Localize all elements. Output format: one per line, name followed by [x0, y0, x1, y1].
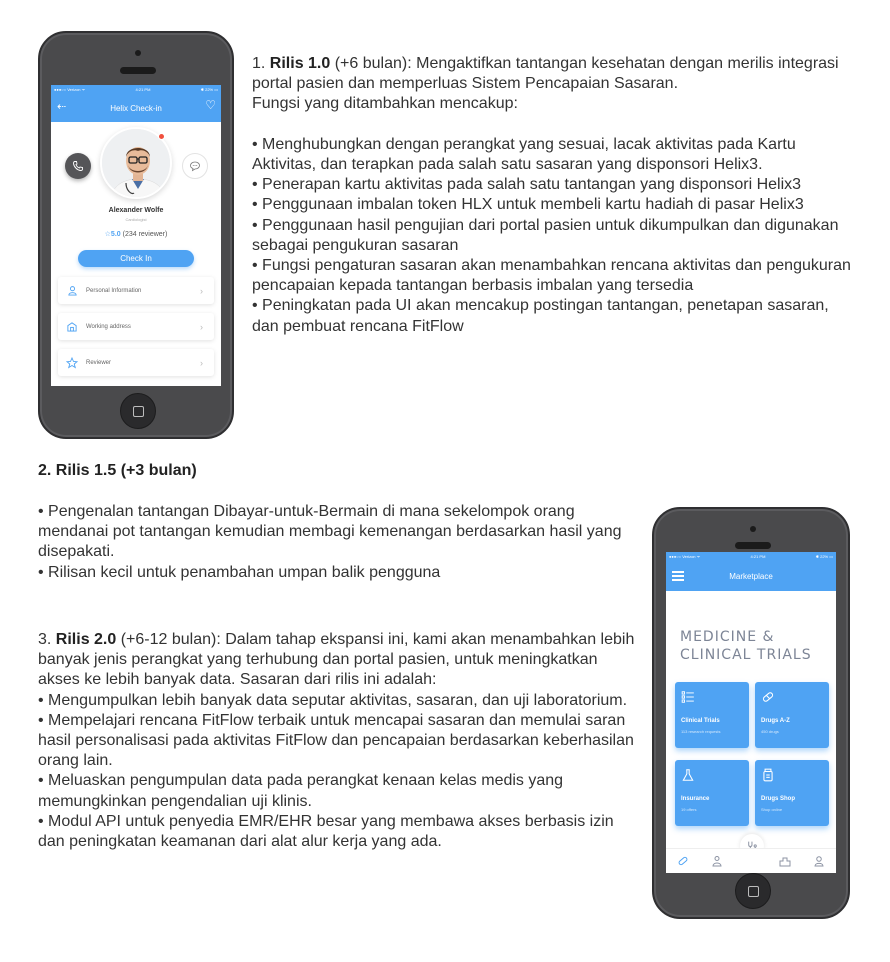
- card-insurance[interactable]: [675, 760, 749, 826]
- release-description: (+6 bulan): Mengaktifkan tantangan kesehatan dengan merilis integrasi portal pasien dan memperluas Sistem Pencapaian Sasaran.: [252, 55, 839, 93]
- menu-item-label: Personal Information: [86, 287, 142, 294]
- back-arrow-icon[interactable]: ⇠: [57, 101, 67, 113]
- front-camera: [750, 526, 756, 532]
- status-battery: ✱ 22% ▭: [200, 87, 218, 92]
- card-subtitle: Shop online: [761, 807, 783, 812]
- release-1-5-heading: 2. Rilis 1.5 (+3 bulan): [38, 462, 197, 479]
- chat-bubble-icon: [189, 160, 201, 172]
- card-clinical-trials[interactable]: [675, 682, 749, 748]
- home-button[interactable]: [120, 393, 156, 429]
- heart-icon[interactable]: ♡: [205, 98, 216, 112]
- notification-dot: [158, 133, 165, 140]
- bullet-item: • Penerapan kartu aktivitas pada salah satu tantangan yang disponsori Helix3: [252, 176, 802, 194]
- pill-icon: [761, 690, 775, 704]
- app-bar: [51, 94, 221, 122]
- bottom-navigation: [666, 848, 836, 873]
- flask-icon: [681, 768, 695, 782]
- release-title: Rilis 1.0: [269, 55, 331, 72]
- message-button[interactable]: [182, 153, 208, 179]
- status-bar: [666, 552, 836, 561]
- menu-item-label: Working address: [86, 323, 131, 330]
- functions-heading: Fungsi yang ditambahkan mencakup:: [252, 95, 518, 113]
- header: [51, 85, 221, 122]
- status-time: 4:21 PM: [750, 554, 766, 559]
- bullet-item: • Pengenalan tantangan Dibayar-untuk-Bermain di mana sekelompok orang mendanai pot tantangan kemudian membagi kemenangan berdasarkan hasil yang disepakati.: [38, 503, 622, 561]
- chevron-right-icon: ›: [200, 357, 203, 368]
- earpiece-speaker: [120, 67, 156, 74]
- status-battery: ✱ 22% ▭: [815, 554, 833, 559]
- doctor-name: Alexander Wolfe: [108, 207, 164, 214]
- status-carrier: ●●●○○ Verizon ᯤ: [54, 86, 86, 92]
- card-title: Insurance: [681, 796, 710, 802]
- status-time: 4:21 PM: [135, 87, 151, 92]
- section-number: 3.: [38, 631, 56, 648]
- list-icon: [681, 690, 695, 704]
- check-in-button[interactable]: Check In: [78, 250, 194, 267]
- rating-score: 5.0: [110, 231, 121, 238]
- bullet-item: • Meluaskan pengumpulan data pada perangkat kenaan kelas medis yang memungkinkan pengendalian uji klinis.: [38, 772, 564, 810]
- nav-doctor-icon[interactable]: [710, 854, 724, 868]
- bullet-item: • Penggunaan hasil pengujian dari portal pasien untuk dikumpulkan dan digunakan sebagai pengukuran sasaran: [252, 216, 839, 254]
- person-icon: [58, 285, 86, 296]
- menu-item-label: Reviewer: [86, 359, 112, 366]
- status-carrier: ●●●○○ Verizon ᯤ: [669, 553, 701, 559]
- star-outline-icon: [58, 357, 86, 369]
- nav-pill-icon[interactable]: [676, 854, 690, 868]
- release-1-5-section: [38, 502, 628, 583]
- phone-mockup-marketplace: [652, 507, 850, 919]
- bullet-item: • Fungsi pengaturan sasaran akan menambahkan rencana aktivitas dan pengukuran pencapaian kepada tantangan berbasis imbalan yang tersedia: [252, 257, 851, 295]
- card-title: Drugs A-Z: [761, 718, 790, 724]
- rating: [51, 230, 221, 238]
- card-drugs-a-z[interactable]: [755, 682, 829, 748]
- bullet-item: • Mengumpulkan lebih banyak data seputar aktivitas, sasaran, dan uji laboratorium.: [38, 691, 628, 709]
- phone-icon: [72, 160, 84, 172]
- bullet-item: • Mempelajari rencana FitFlow terbaik untuk mencapai sasaran dan memulai saran hasil personalisasi pada aktivitas FitFlow dan pencapaian berdasarkan keberhasilan orang lain.: [38, 711, 634, 770]
- heading-line: MEDICINE &: [680, 629, 775, 645]
- home-square-icon: [748, 886, 759, 897]
- building-icon: [58, 321, 86, 332]
- menu-item-working-address[interactable]: [58, 313, 214, 340]
- release-1-0-section: [252, 54, 852, 337]
- chevron-right-icon: ›: [200, 285, 203, 296]
- marketplace-screen: [666, 552, 836, 873]
- release-description: (+6-12 bulan): Dalam tahap ekspansi ini, kami akan menambahkan lebih banyak jenis perangkat yang terhubung dan portal pasien, untuk meningkatkan akses ke lebih banyak data. Sasaran dari rilis ini adalah:: [38, 631, 635, 689]
- call-button[interactable]: [65, 153, 91, 179]
- menu-item-personal-information[interactable]: [58, 277, 214, 304]
- bottle-icon: [761, 768, 775, 782]
- release-1-0-intro: [252, 54, 852, 94]
- home-square-icon: [133, 406, 144, 417]
- card-subtitle: 19 offers: [681, 807, 697, 812]
- card-drugs-shop[interactable]: [755, 760, 829, 826]
- marketplace-heading: [680, 628, 812, 664]
- status-bar: [51, 85, 221, 94]
- card-subtitle: 450 drugs: [761, 729, 779, 734]
- rating-count: (234 reviewer): [122, 231, 168, 238]
- front-camera: [135, 50, 141, 56]
- home-button[interactable]: [735, 873, 771, 909]
- header: [666, 552, 836, 591]
- release-2-0-section: [38, 630, 638, 852]
- bullet-item: • Rilisan kecil untuk penambahan umpan balik pengguna: [38, 563, 441, 581]
- release-2-0-intro: [38, 630, 638, 691]
- screen-title: Helix Check-in: [110, 103, 162, 113]
- nav-profile-icon[interactable]: [812, 854, 826, 868]
- card-title: Clinical Trials: [681, 718, 720, 724]
- bullet-item: • Peningkatan pada UI akan mencakup postingan tantangan, penetapan sasaran, dan pembuat rencana FitFlow: [252, 297, 829, 335]
- bullet-item: • Penggunaan imbalan token HLX untuk membeli kartu hadiah di pasar Helix3: [252, 196, 804, 214]
- bullet-item: • Modul API untuk penyedia EMR/EHR besar yang membawa akses berbasis izin dan peningkatan keamanan dari alat alur kerja yang ada.: [38, 812, 614, 851]
- section-number: 1.: [252, 55, 270, 72]
- card-title: Drugs Shop: [761, 796, 795, 802]
- chevron-right-icon: ›: [200, 321, 203, 332]
- phone-mockup-checkin: [38, 31, 234, 439]
- heading-line: CLINICAL TRIALS: [680, 647, 812, 663]
- earpiece-speaker: [735, 542, 771, 549]
- star-icon: ☆: [104, 231, 111, 238]
- app-bar: [666, 561, 836, 591]
- screen-title: Marketplace: [729, 571, 773, 581]
- checkin-screen: [51, 85, 221, 386]
- hamburger-menu-icon[interactable]: [672, 571, 684, 583]
- nav-hospital-icon[interactable]: [778, 854, 792, 868]
- release-title: Rilis 2.0: [55, 631, 117, 648]
- card-subtitle: 113 research requests: [681, 729, 721, 734]
- menu-item-reviewer[interactable]: [58, 349, 214, 376]
- bullet-item: • Menghubungkan dengan perangkat yang sesuai, lacak aktivitas pada Kartu Aktivitas, dan terapkan pada salah satu sasaran yang disponsori Helix3.: [252, 135, 796, 173]
- doctor-role: Cardiologist: [125, 217, 147, 222]
